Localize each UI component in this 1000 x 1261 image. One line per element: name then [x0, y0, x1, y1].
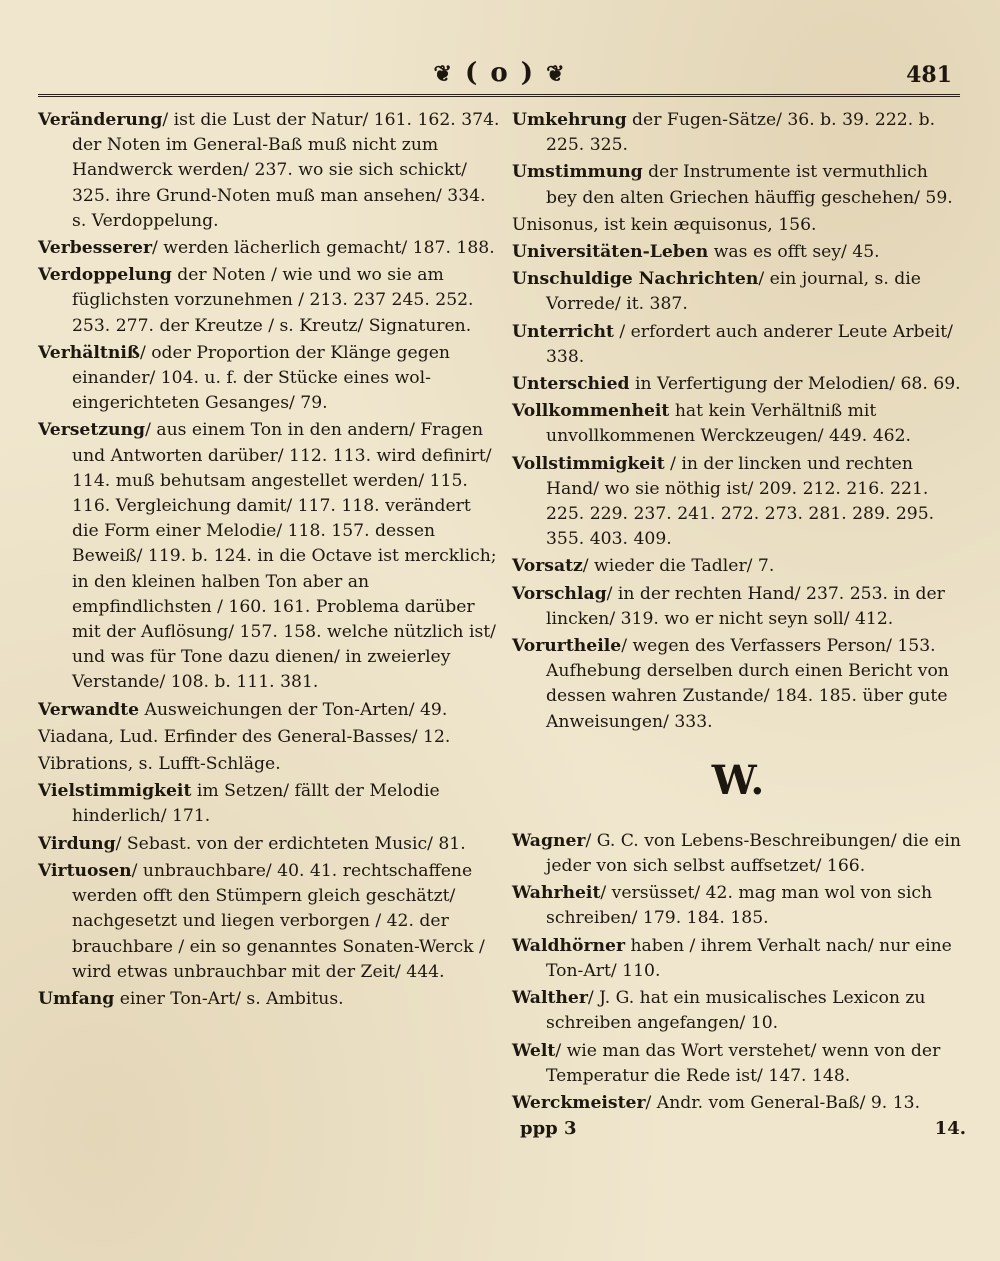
- entry-text: einer Ton-Art/ s. Ambitus.: [114, 988, 344, 1009]
- entry-keyword: Verwandte: [38, 699, 140, 720]
- index-entry: [38, 779, 500, 829]
- entry-keyword: Veränderung: [38, 110, 163, 130]
- entry-keyword: Vorsatz: [512, 556, 583, 577]
- entry-keyword: Unterschied: [512, 374, 630, 395]
- entry-keyword: Unterricht: [512, 321, 614, 342]
- entry-keyword: Vibrations: [38, 754, 128, 775]
- entry-keyword: Vollkommenheit: [512, 401, 670, 422]
- entry-keyword: Vorschlag: [512, 583, 607, 604]
- entry-keyword: Vorurtheile: [512, 636, 622, 657]
- index-entry: [512, 372, 964, 397]
- index-entry: [38, 236, 500, 261]
- index-entry: [512, 881, 964, 931]
- entry-keyword: Viadana: [38, 726, 109, 747]
- entry-text: / aus einem Ton in den andern/ Fragen und Antworten darüber/ 112. 113. wird definirt/ 114. muß behutsam angestellet werden/ 115. 116. Vergleichung damit/ 117. 118. verändert die Form einer Melodie/ 118. 157. dessen Beweiß/ 119. b. 124. in die Octave ist mercklich; in den kleinen halben Ton aber an empfindlichsten / 160. 161. Problema darüber mit der Auflösung/ 157. 158. welche nützlich ist/ und was für Tone dazu dienen/ in zweierley Verstande/ 108. b. 111. 381.: [72, 420, 497, 693]
- entry-keyword: Verdoppelung: [38, 265, 172, 286]
- entry-text: der Noten / wie und wo sie am füglichsten vorzunehmen / 213. 237 245. 252. 253. 277. der Kreutze / s. Kreutz/ Signaturen.: [72, 265, 474, 336]
- page-header: [0, 58, 1000, 98]
- index-entry: [512, 634, 964, 735]
- entry-keyword: Vielstimmigkeit: [38, 781, 192, 802]
- index-entry: [38, 698, 500, 723]
- entry-text: , ist kein æquisonus, 156.: [593, 214, 817, 235]
- index-entry: [512, 399, 964, 449]
- index-entry: [38, 263, 500, 339]
- index-entry: [38, 341, 500, 417]
- index-entry: [512, 160, 964, 210]
- index-entry: [512, 934, 964, 984]
- entry-keyword: Walther: [512, 988, 588, 1009]
- entry-text: / Sebast. von der erdichteten Music/ 81.: [115, 833, 466, 854]
- entry-keyword: Umfang: [38, 988, 115, 1009]
- right-column: [512, 108, 964, 1118]
- entry-keyword: Unschuldige Nachrichten: [512, 269, 759, 290]
- index-entry: [38, 752, 500, 777]
- index-entry: [512, 1039, 964, 1089]
- entry-keyword: Virdung: [38, 833, 116, 854]
- page-footer: [520, 1118, 966, 1144]
- entry-text: der Fugen-Sätze/ 36. b. 39. 222. b. 225. 325.: [546, 110, 936, 156]
- entry-text: , s. Lufft-Schläge.: [127, 754, 281, 775]
- entry-text: / wie man das Wort verstehet/ wenn von der Temperatur die Rede ist/ 147. 148.: [546, 1040, 941, 1086]
- index-entry: [512, 554, 964, 579]
- ornament-right-icon: ❦: [546, 61, 567, 87]
- section-letter-w: W.: [711, 756, 765, 804]
- entry-keyword: Verhältniß: [38, 342, 140, 363]
- right-column-v-entries: [512, 108, 964, 735]
- entry-text: / wieder die Tadler/ 7.: [582, 556, 775, 577]
- index-entry: [38, 832, 500, 857]
- running-head: [420, 58, 580, 88]
- entry-text: / erfordert auch anderer Leute Arbeit/ 338.: [546, 321, 953, 367]
- header-rule: [38, 94, 960, 97]
- entry-text: haben / ihrem Verhalt nach/ nur eine Ton-Art/ 110.: [546, 935, 952, 981]
- entry-text: / ein journal, s. die Vorrede/ it. 387.: [546, 269, 921, 315]
- running-head-title: ( o ): [464, 58, 536, 88]
- entry-text: / Andr. vom General-Baß/ 9. 13.: [645, 1092, 921, 1113]
- entry-text: / oder Proportion der Klänge gegen einander/ 104. u. f. der Stücke eines wol-eingerichteten Gesanges/ 79.: [72, 342, 450, 414]
- entry-keyword: Waldhörner: [512, 935, 625, 956]
- entry-text: der Instrumente ist vermuthlich bey den alten Griechen häuffig geschehen/ 59.: [546, 162, 953, 208]
- entry-text: / G. C. von Lebens-Beschreibungen/ die ein jeder von sich selbst auffsetzet/ 166.: [546, 830, 961, 877]
- entry-text: / versüsset/ 42. mag man wol von sich schreiben/ 179. 184. 185.: [546, 883, 933, 929]
- index-entry: [512, 320, 964, 370]
- entry-text: was es offt sey/ 45.: [708, 242, 880, 263]
- index-entry: [38, 418, 500, 695]
- entry-keyword: Unisonus: [512, 214, 594, 235]
- entry-keyword: Universitäten-Leben: [512, 242, 709, 263]
- entry-keyword: Vollstimmigkeit: [512, 453, 665, 474]
- right-column-w-entries: [512, 829, 964, 1116]
- entry-text: / unbrauchbare/ 40. 41. rechtschaffene werden offt den Stümpern gleich geschätzt/ nachgesetzt und liegen verborgen / 42. der brauchbare / ein so genanntes Sonaten-Werck / wird etwas unbrauchbar mit der Zeit/ 444.: [72, 860, 485, 982]
- entry-keyword: Werckmeister: [512, 1092, 646, 1113]
- index-entry: [38, 725, 500, 750]
- catchword: 14.: [934, 1118, 966, 1139]
- index-entry: [512, 108, 964, 158]
- entry-text: / J. G. hat ein musicalisches Lexicon zu schreiben angefangen/ 10.: [546, 988, 926, 1034]
- index-entry: [512, 1091, 964, 1116]
- entry-keyword: Wagner: [512, 830, 586, 851]
- index-entry: [38, 108, 500, 234]
- index-entry: [38, 987, 500, 1012]
- entry-keyword: Wahrheit: [512, 883, 601, 904]
- index-entry: [512, 582, 964, 632]
- entry-text: / werden lächerlich gemacht/ 187. 188.: [152, 238, 495, 259]
- entry-text: / wegen des Verfassers Person/ 153. Aufhebung derselben durch einen Bericht von dessen wahren Zustande/ 184. 185. über gute Anweisungen/ 333.: [546, 636, 949, 732]
- entry-text: / ist die Lust der Natur/ 161. 162. 374. der Noten im General-Baß muß nicht zum Handwerck werden/ 237. wo sie sich schickt/ 325. ihre Grund-Noten muß man ansehen/ 334. s. Verdoppelung.: [72, 110, 500, 231]
- entry-keyword: Versetzung: [38, 420, 146, 441]
- index-entry: [38, 859, 500, 985]
- entry-text: / in der lincken und rechten Hand/ wo sie nöthig ist/ 209. 212. 216. 221. 225. 229. 237. 241. 272. 273. 281. 289. 295. 355. 403. 409.: [546, 453, 935, 550]
- entry-text: hat kein Verhältniß mit unvollkommenen Werckzeugen/ 449. 462.: [546, 401, 911, 447]
- page-number: 481: [906, 62, 952, 88]
- index-entry: [512, 267, 964, 317]
- index-entry: [512, 240, 964, 265]
- entry-text: in Verfertigung der Melodien/ 68. 69.: [629, 374, 961, 395]
- index-entry: [512, 452, 964, 553]
- signature-mark: ppp 3: [520, 1118, 577, 1139]
- entry-keyword: Welt: [512, 1040, 556, 1061]
- index-entry: [512, 829, 964, 879]
- index-entry: [512, 986, 964, 1036]
- entry-text: Ausweichungen der Ton-Arten/ 49.: [139, 699, 448, 720]
- index-entry: [512, 213, 964, 238]
- entry-text: im Setzen/ fällt der Melodie hinderlich/ 171.: [72, 781, 440, 827]
- ornament-left-icon: ❦: [433, 61, 454, 87]
- entry-text: , Lud. Erfinder des General-Basses/ 12.: [108, 726, 451, 747]
- entry-keyword: Umkehrung: [512, 110, 627, 130]
- entry-keyword: Verbesserer: [38, 238, 153, 259]
- entry-text: / in der rechten Hand/ 237. 253. in der lincken/ 319. wo er nicht seyn soll/ 412.: [546, 583, 945, 629]
- entry-keyword: Umstimmung: [512, 162, 643, 183]
- left-column: [38, 108, 500, 1014]
- entry-keyword: Virtuosen: [38, 860, 132, 881]
